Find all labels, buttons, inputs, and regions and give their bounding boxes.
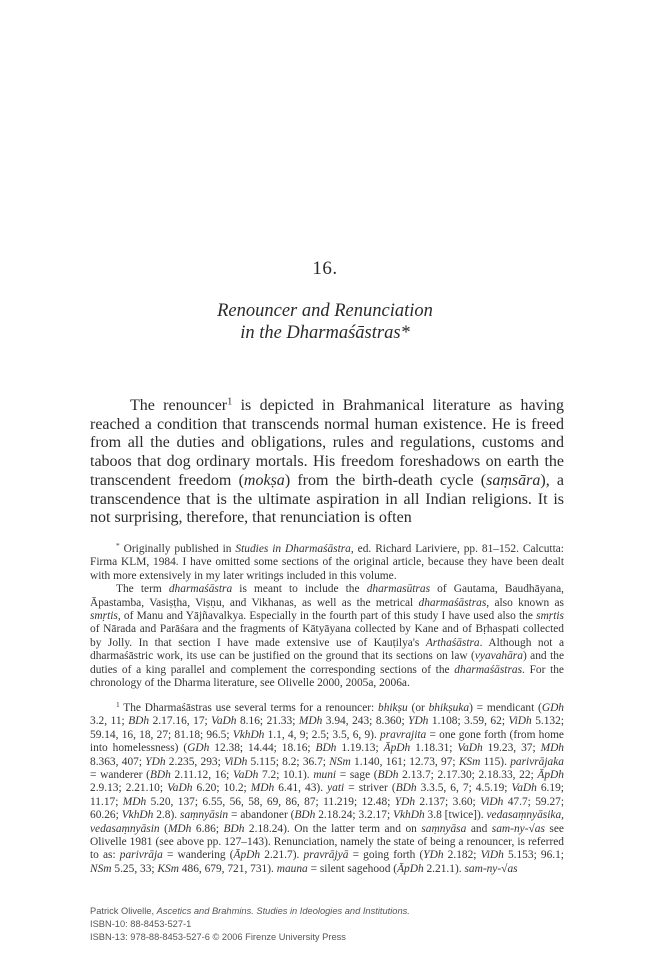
footnote-term: ViDh [508,715,532,728]
footnote-term: BDh [128,715,150,728]
footnote-term: GDh [187,742,210,755]
footnote-1-paragraph [90,699,565,876]
footnote-marker: * [116,540,120,550]
footnote-text: 2.17.16, 17; [149,715,212,728]
footnote-text: is meant to include the [232,583,367,596]
footnote-term: MDh [250,782,275,795]
footnote-term: ĀpDh [397,862,424,875]
term: vyavahāra [474,650,523,663]
footnote-text: , also known as [486,596,564,609]
footnote-term: pravrajita [380,728,427,741]
footnote-text: 47.7; 59.27; 60.26; [90,795,565,822]
footnote-text: (or [407,702,429,714]
term: dharmaśāstras [418,596,487,609]
term: dharmaśāstras [454,663,523,676]
footnote-term: saṃnyāsa [421,822,467,835]
footnote-term: YDh [394,795,416,808]
footnote-text: 6.41, 43). [274,782,328,795]
footnote-marker: 1 [116,699,120,709]
footnote-term: MDh [540,742,564,755]
term: dharmaśāstra [168,583,233,596]
footnote-text: 5.132; 59.14, 16, 18, 27; 81.18; 96.5; [90,715,564,741]
footnote-text: Originally published in [119,543,236,555]
footnote-text: The Dharmaśāstras use several terms for a renouncer: [119,702,378,714]
footnote-term: BDh [223,822,245,835]
footnote-text: 2.9.13; 2.21.10; [90,782,168,795]
cited-title: Studies in Dharmaśāstra [235,543,351,555]
footnote-text: = wanderer ( [90,769,150,782]
footnote-text: 5.115; 8.2; 36.7; [247,755,330,768]
footnote-text: 2.235, 293; [165,755,225,768]
footnote-term: BDh [149,769,171,782]
footnote-term: MDh [122,795,147,808]
footnote-text: . For the chronology of the Dharma literature, see Olivelle 2000, 2005a, 2006a. [90,663,564,690]
footnote-text: 2.18.24; 3.2.17; [315,809,394,822]
imprint-book-title: Ascetics and Brahmins. Studies in Ideologies and Institutions. [156,906,410,916]
footnote-text: ) = mendicant ( [469,702,542,714]
footnote-term: ViDh [480,849,504,862]
term-moksa: mokṣa [243,471,285,489]
footnote-1 [90,699,565,876]
footnote-term: BDh [377,769,399,782]
footnote-term: saṃnyāsin [180,809,229,822]
footnote-text: √ [501,862,508,875]
footnote-text: The term [116,583,169,596]
footnote-term: BDh [315,742,337,755]
footnote-text: 12.38; 14.44; 18.16; [209,742,316,755]
body-paragraph [90,397,564,528]
footnote-term: vedasaṃnyāsika, vedasaṃnyāsin [90,809,564,835]
term: dharmasūtras [366,583,430,596]
footnote-text: 115). [480,755,511,768]
footnote-text: 8.363, 407; [90,755,146,768]
footnote-term: yati [327,782,345,795]
footnote-text: 19.23, 37; [482,742,541,755]
footnote-term: BDh [395,782,417,795]
footnote-text: 5.25, 33; [111,862,158,875]
footnote-term: bhikṣuka [428,702,470,714]
footnote-term: VaDh [233,769,259,782]
footnote-text: of Nārada and Parāśara and the fragments of Kātyāyana collected by Kane and of Bṛhaspati collected by Jolly. In that section I have made extensive use of Kauṭilya's [90,623,564,649]
footnote-text: 5.153; 96.1; [503,849,564,862]
footnote-term: VkhDh [121,809,154,822]
footnote-text: , ed. Richard Lariviere, pp. 81–152. Calcutta: Firma KLM, 1984. I have omitted some sections of the original article, because they have been dealt with more extensively in my later writings included in this volume. [90,543,564,582]
footnote-term: GDh [541,702,565,714]
footnote-text: 1.18.31; [410,742,458,755]
footnote-term: ĀpDh [537,769,564,782]
footnote-text: 2.21.1). [423,862,465,875]
imprint-isbn13: ISBN-13: 978-88-8453-527-6 © 2006 Firenze University Press [90,932,346,942]
footnote-text: . Although not a dharmaśāstric work, its use can be justified on the ground that its sections on law ( [90,636,564,663]
footnote-term: mauna [276,862,308,875]
cited-title: Arthaśāstra [425,636,480,649]
footnote-term: sam-ny- [491,822,529,835]
footnote-term: MDh [298,715,323,728]
footnote-text: 5.20, 137; 6.55, 56, 58, 69, 86, 87; 11.219; 12.48; [146,795,395,808]
footnote-text: 1.108; 3.59, 62; [428,715,509,728]
footnote-text: 7.2; 10.1). [258,769,314,782]
footnote-term: VkhDh [393,809,425,822]
footnote-text: 1.140, 161; 12.73, 97; [350,755,459,768]
term: smṛtis [536,610,564,623]
footnote-text: 2.11.12, 16; [170,769,233,782]
footnote-text: , of Manu and Yājñavalkya. Especially in the fourth part of this study I have used also the [117,610,537,623]
footnote-term: as [507,862,518,875]
term: smṛtis [90,610,118,623]
footnote-text: see Olivelle 1981 (see above pp. 127–143). Renunciation, namely the state of being a renouncer, is referred to as: [90,822,564,862]
imprint-citation [90,905,410,918]
footnote-text: of Gautama, Baudhāyana, Āpastamba, Vasiṣṭha, Viṣṇu, and Vikhanas, as well as the metrical [90,583,564,609]
footnote-term: VaDh [167,782,193,795]
footnote-asterisk-para-1 [90,540,564,583]
imprint-author: Patrick Olivelle, [90,906,157,916]
body-text-segment: ), a transcendence that is the ultimate aspiration in all Indian religions. It is not surprising, therefore, that renunciation is often [90,471,565,527]
chapter-title-line-2: in the Dharmaśāstras* [240,323,410,343]
chapter-title-line-1: Renouncer and Renunciation [217,301,433,321]
footnote-term: ĀpDh [383,742,411,755]
page-imprint [90,905,410,944]
footnote-term: VaDh [511,782,537,795]
footnote-term: parivrājaka [510,755,564,768]
footnote-term: parivrāja [119,849,163,862]
footnote-term: ViDh [480,795,504,808]
body-text-segment: ) from the birth-death cycle ( [284,471,487,489]
footnote-term: pravrājyā [303,849,349,862]
footnote-text: = wandering ( [162,849,234,862]
chapter-title [0,300,650,344]
footnote-text: 2.13.7; 2.17.30; 2.18.33, 22; [398,769,538,782]
footnote-ref-1[interactable]: 1 [227,396,233,408]
footnote-text: 3.94, 243; 8.360; [322,715,409,728]
imprint-isbn10: ISBN-10: 88-8453-527-1 [90,919,192,929]
footnote-term: VaDh [211,715,237,728]
footnote-term: as [534,822,545,835]
footnote-term: BDh [294,809,316,822]
footnote-term: ViDh [224,755,248,768]
footnote-text: √ [528,822,535,835]
footnote-text: = going forth ( [348,849,424,862]
footnote-text: 6.20; 10.2; [192,782,251,795]
footnote-term: VaDh [457,742,483,755]
footnote-term: MDh [167,822,192,835]
footnote-text: ) and the duties of a king parallel and complement the corresponding sections of the [90,650,564,676]
footnote-text: 3.8 [twice]). [424,809,487,822]
footnote-text: 3.2, 11; [90,715,129,728]
footnote-text: = one gone forth (from home into homelessness) ( [90,728,564,755]
footnote-term: YDh [145,755,166,768]
term-samsara: saṃsāra [486,471,541,489]
footnote-text: ( [159,822,168,835]
footnote-text: 6.19; 11.17; [90,782,564,808]
footnote-term: YDh [408,715,429,728]
footnote-text: 1.19.13; [336,742,384,755]
footnote-text: 1.1, 4, 9; 2.5; 3.5, 6, 9). [264,728,381,741]
body-text-segment: is depicted in Brahmanical literature as having reached a condition that transcends normal human existence. He is freed from all the duties and obligations, rules and regulations, customs and taboos that dog ordinary mortals. His freedom foreshadows on earth the transcendent freedom ( [90,397,564,489]
footnote-term: KSm [458,755,481,768]
footnote-text: 2.8). [153,809,181,822]
footnote-term: VkhDh [232,728,265,741]
footnote-text: = abandoner ( [228,809,295,822]
footnote-text: 2.182; [443,849,481,862]
footnote-text: 6.86; [191,822,224,835]
footnote-text: 8.16; 21.33; [236,715,299,728]
footnote-term: NSm [329,755,351,768]
footnote-asterisk-para-2 [90,583,564,690]
footnote-term: sam-ny- [464,862,502,875]
body-text-segment: The renouncer [130,397,228,414]
footnote-term: KSm [157,862,179,875]
footnote-text: 486, 679, 721, 731). [178,862,277,875]
chapter-number: 16. [312,258,338,279]
footnote-text: and [466,822,492,835]
footnote-term: muni [313,769,337,782]
footnote-term: ĀpDh [233,849,261,862]
footnote-text: = silent sagehood ( [307,862,398,875]
footnote-text: 2.18.24). On the latter term and on [244,822,422,835]
footnote-text: 2.21.7). [260,849,304,862]
footnote-text: = striver ( [344,782,396,795]
footnote-term: YDh [423,849,444,862]
footnote-asterisk [90,540,564,690]
footnote-text: 3.3.5, 6, 7; 4.5.19; [416,782,512,795]
footnote-text: 2.137; 3.60; [415,795,481,808]
footnote-term: bhikṣu [378,702,408,714]
footnote-text: = sage ( [336,769,378,782]
footnote-term: NSm [90,862,112,875]
